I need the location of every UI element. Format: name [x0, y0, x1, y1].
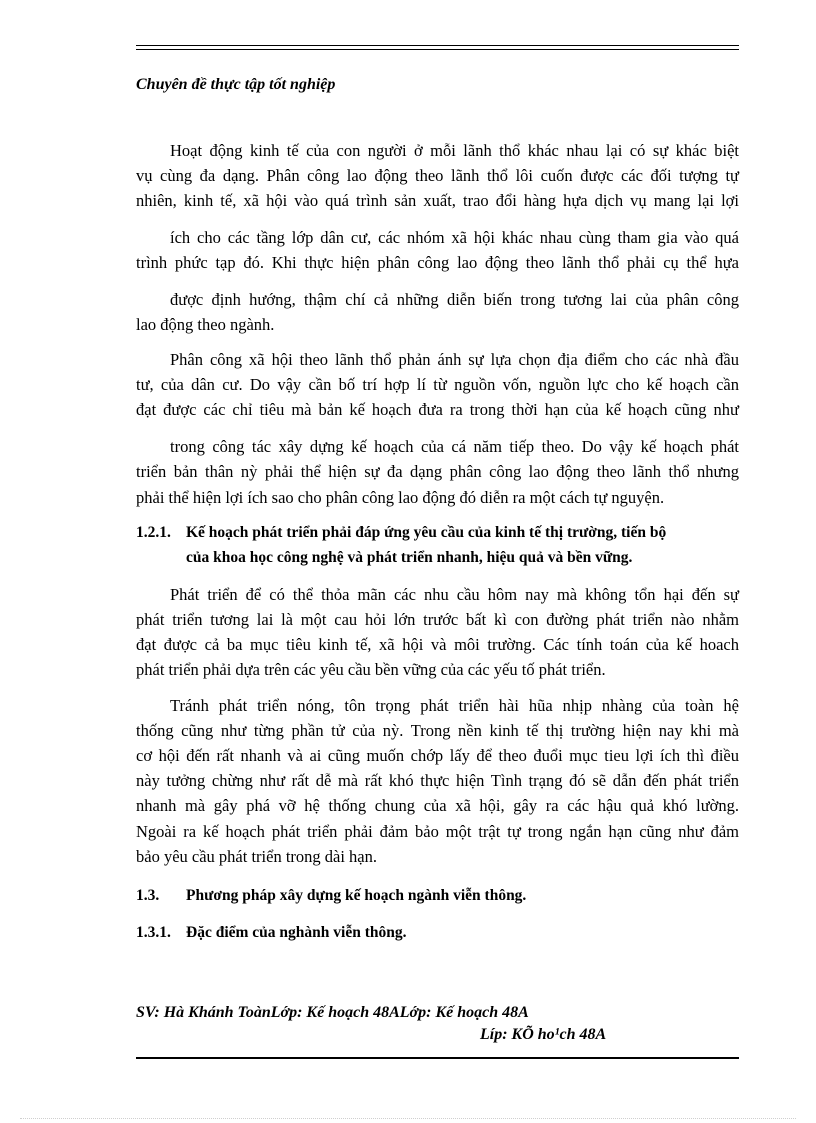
- paragraph-line: này tưởng chừng như rất dễ mà rất khó thực hiện Tình trạng đó sẽ dẫn đến phát triển: [136, 771, 739, 790]
- paragraph-line: bảo yêu cầu phát triển trong dài hạn.: [136, 847, 377, 866]
- section-heading-1-2-1: [136, 524, 666, 542]
- paragraph-line: cơ hội đến rất nhanh và ai cũng muốn chớp lấy để theo đuổi mục tieu lợi ích thì điều: [136, 746, 739, 765]
- footer-student-line: SV: Hà Khánh ToànLớp: Kế hoạch 48ALớp: Kế hoạch 48A: [136, 1004, 529, 1021]
- section-title: Phương pháp xây dựng kế hoạch ngành viễn thông.: [186, 887, 527, 904]
- section-number: 1.3.: [136, 887, 160, 904]
- section-heading-1-3-1: [136, 924, 406, 942]
- paragraph-line: ích cho các tầng lớp dân cư, các nhóm xã hội khác nhau cùng tham gia vào quá: [170, 228, 739, 247]
- section-number: 1.2.1.: [136, 524, 171, 541]
- paragraph-line: Tránh phát triển nóng, tôn trọng phát triển hài hũa nhịp nhàng của toàn hệ: [170, 696, 739, 715]
- paragraph-line: đạt được cả ba mục tiêu kinh tế, xã hội và môi trường. Các tính toán của kế hoach: [136, 635, 739, 654]
- paragraph-line: Phân công xã hội theo lãnh thổ phản ánh sự lựa chọn địa điểm cho các nhà đầu: [170, 350, 739, 369]
- footer-class-line: Líp: KÕ ho¹ch 48A: [480, 1026, 607, 1043]
- page-header-title: Chuyên đề thực tập tốt nghiệp: [136, 76, 336, 93]
- paragraph-line: Hoạt động kinh tế của con người ở mỗi lãnh thổ khác nhau lại có sự khác biệt: [170, 141, 739, 160]
- paragraph-line: lao động theo ngành.: [136, 315, 275, 334]
- paragraph-line: phát triển tương lai là một cau hỏi lớn trước bất kì con đường phát triển nào nhằm: [136, 610, 739, 629]
- section-heading-1-3: [136, 887, 526, 905]
- paragraph-line: triển bản thân nỳ phải thể hiện sự đa dạng phân công lao động theo lãnh thổ nhưng: [136, 462, 739, 481]
- paragraph-line: nhiên, kinh tế, xã hội vào quá trình sản xuất, trao đổi hàng hựa dịch vụ mang lại lợi: [136, 191, 739, 210]
- section-number: 1.3.1.: [136, 924, 171, 941]
- paragraph-line: trong công tác xây dựng kế hoạch của cá năm tiếp theo. Do vậy kế hoạch phát: [170, 437, 739, 456]
- footer-rule: [136, 1057, 739, 1059]
- page-edge-marker: [20, 1118, 796, 1119]
- paragraph-line: nhanh mà gây phá vỡ hệ thống chung của xã hội, gây ra các hậu quả khó lường.: [136, 796, 739, 815]
- paragraph-line: trình phức tạp đó. Khi thực hiện phân công lao động theo lãnh thổ phải cụ thể hựa: [136, 253, 739, 272]
- paragraph-line: đạt được các chỉ tiêu mà bản kế hoạch đưa ra trong thời hạn của kế hoạch cũng như: [136, 400, 739, 419]
- section-title-line1: Kế hoạch phát triển phải đáp ứng yêu cầu của kinh tế thị trường, tiến bộ: [186, 524, 667, 541]
- paragraph-line: được định hướng, thậm chí cả những diễn biến trong tương lai của phân công: [170, 290, 739, 309]
- paragraph-line: Ngoài ra kế hoạch phát triển phải đảm bảo một trật tự trong ngắn hạn cũng như đảm: [136, 822, 739, 841]
- paragraph-line: phải thể hiện lợi ích sao cho phân công lao động đó diễn ra một cách tự nguyện.: [136, 488, 665, 507]
- paragraph-line: vụ cùng đa dạng. Phân công lao động theo lãnh thổ lôi cuốn được các đối tượng tự: [136, 166, 739, 185]
- paragraph-line: phát triển phải dựa trên các yêu cầu bền vững của các yếu tố phát triển.: [136, 660, 606, 679]
- paragraph-line: thống cũng như từng phần tử của nỳ. Trong nền kinh tế thị trường hiện nay khi mà: [136, 721, 739, 740]
- section-title: Đặc điểm của nghành viễn thông.: [186, 924, 407, 941]
- header-rule: [136, 45, 739, 50]
- paragraph-line: tư, của dân cư. Do vậy cần bố trí hợp lí từ nguồn vốn, nguồn lực cho kế hoạch cần: [136, 375, 739, 394]
- paragraph-line: Phát triển để có thể thỏa mãn các nhu cầu hôm nay mà không tổn hại đến sự: [170, 585, 739, 604]
- section-title-line2: của khoa học công nghệ và phát triển nhanh, hiệu quả và bền vững.: [186, 549, 633, 566]
